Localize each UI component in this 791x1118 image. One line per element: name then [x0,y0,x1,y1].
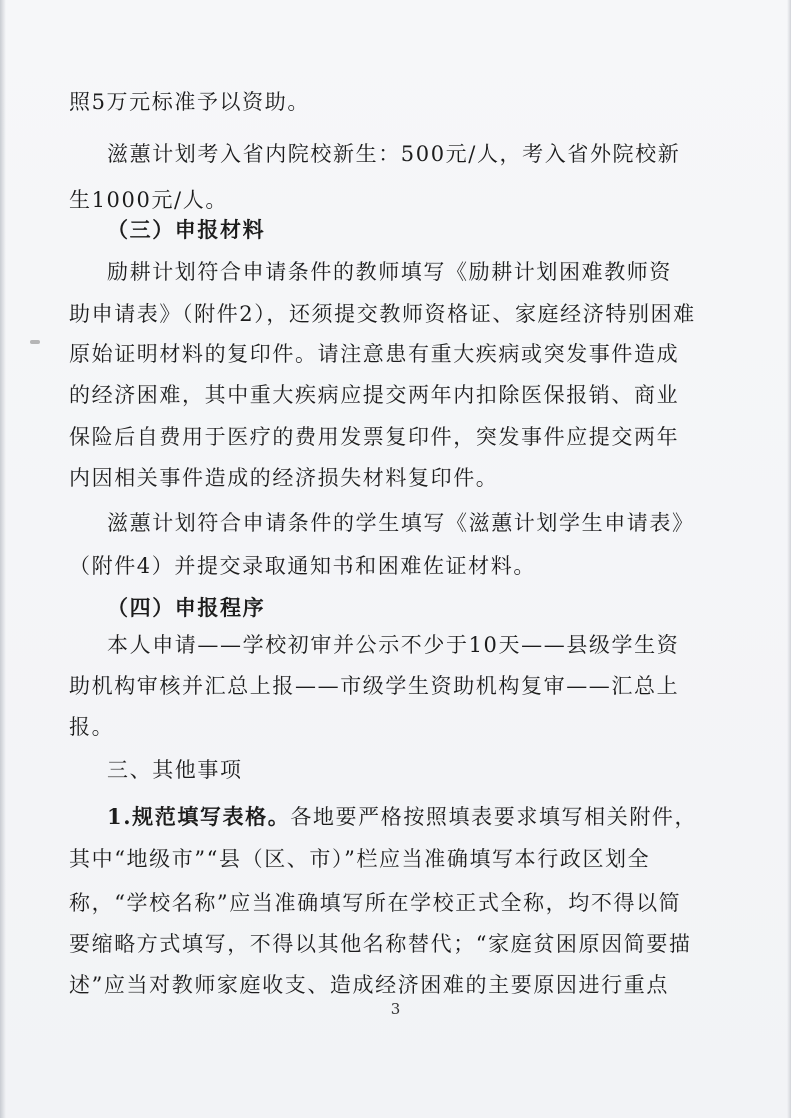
text-line: 原始证明材料的复印件。请注意患有重大疾病或突发事件造成 [69,342,680,366]
text-line: 称，“学校名称”应当准确填写所在学校正式全称，均不得以简 [69,891,682,915]
text-line: 滋蕙计划考入省内院校新生：500元/人，考入省外院校新 [107,142,681,166]
text-line: 助申请表》（附件2），还须提交教师资格证、家庭经济特别困难 [69,302,696,326]
text-line: 述”应当对教师家庭收支、造成经济困难的主要原因进行重点 [69,973,669,997]
text-line: 的经济困难，其中重大疾病应提交两年内扣除医保报销、商业 [69,383,680,407]
text-line: 内因相关事件造成的经济损失材料复印件。 [69,466,499,490]
text-line-with-bold-lead [107,802,697,832]
text-line: 本人申请——学校初审并公示不少于10天——县级学生资 [107,633,680,657]
text-line: 滋蕙计划符合申请条件的学生填写《滋蕙计划学生申请表》 [107,511,695,535]
page-number: 3 [390,1000,401,1018]
text-line: 报。 [69,715,115,739]
text-line: 励耕计划符合申请条件的教师填写《励耕计划困难教师资 [107,260,672,284]
text-run: 各地要严格按照填表要求填写相关附件， [290,805,698,829]
bold-lead: 1.规范填写表格。 [107,804,291,829]
scan-shadow-right [787,0,791,1118]
text-line: （附件4）并提交录取通知书和困难佐证材料。 [69,554,536,578]
text-line: 助机构审核并汇总上报——市级学生资助机构复审——汇总上 [69,674,680,698]
text-line: 保险后自费用于医疗的费用发票复印件，突发事件应提交两年 [69,425,680,449]
section-heading-other: 三、其他事项 [107,758,243,782]
scan-shadow-left [0,0,6,1118]
section-heading-materials: （三）申报材料 [107,217,266,242]
text-line: 其中“地级市”“县（区、市）”栏应当准确填写本行政区划全 [69,847,651,871]
section-heading-procedure: （四）申报程序 [107,595,266,620]
scan-mark [30,340,40,344]
text-line: 要缩略方式填写，不得以其他名称替代；“家庭贫困原因简要描 [69,932,692,956]
text-line: 照5万元标准予以资助。 [69,90,310,114]
text-line: 生1000元/人。 [69,188,228,212]
